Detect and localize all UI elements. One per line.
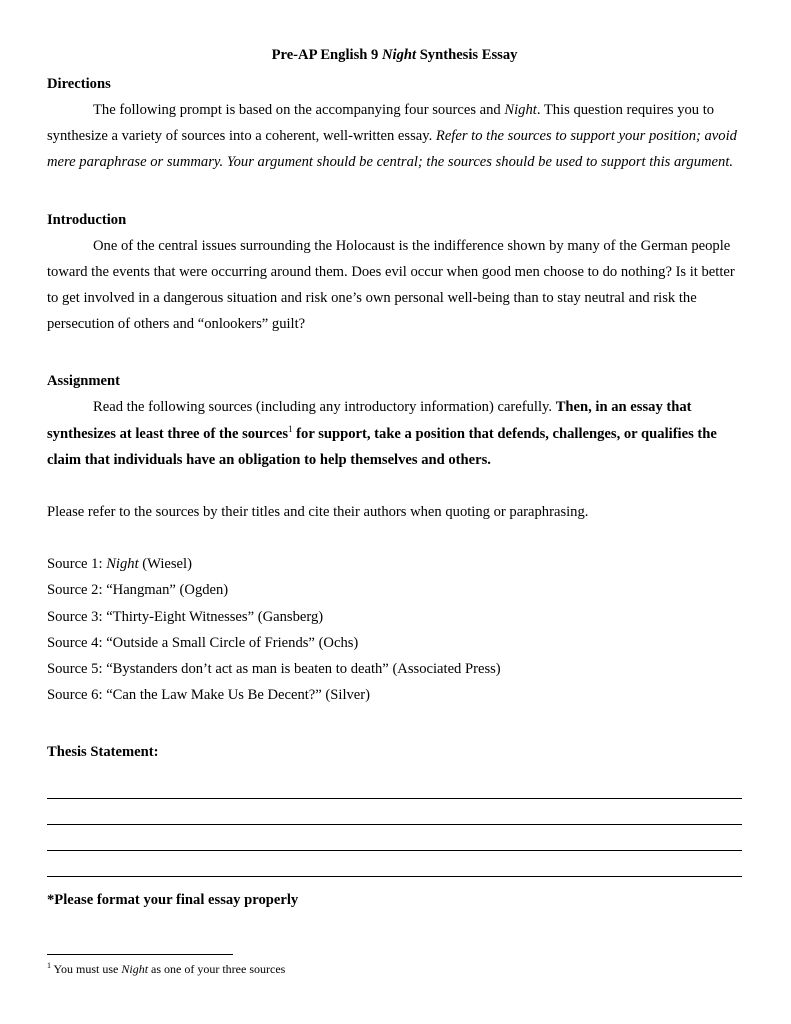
thesis-line[interactable] <box>47 851 742 877</box>
source-item: Source 1: Night (Wiesel) <box>47 556 192 573</box>
source-item: Source 4: “Outside a Small Circle of Friends” (Ochs) <box>47 634 359 651</box>
thesis-line[interactable] <box>47 799 742 825</box>
thesis-writing-area[interactable] <box>47 773 742 877</box>
footnote-reference: 1 <box>288 423 293 434</box>
assignment-heading: Assignment <box>47 373 120 390</box>
document-title: Pre-AP English 9 Night Synthesis Essay <box>271 47 518 63</box>
introduction-heading: Introduction <box>47 211 127 228</box>
assignment-paragraph: Read the following sources (including any introductory information) carefully. Then, in an essay that synthesizes at least three of the sources$^1$ for support, take a position that defends, challenges, or qualifies the claim that individuals have an obligation to help themselves and others. <box>47 399 717 468</box>
thesis-heading: Thesis Statement: <box>47 744 159 761</box>
source-list <box>47 551 742 708</box>
cite-instructions: Please refer to the sources by their titles and cite their authors when quoting or paraphrasing. <box>47 504 589 521</box>
document-page <box>47 45 742 913</box>
directions-paragraph: The following prompt is based on the accompanying four sources and Night. This question requires you to synthesize a variety of sources into a coherent, well-written essay. Refer to the sources to support your position; avoid mere paraphrase or summary. Your argument should be central; the sources should be used to support this argument. <box>47 102 737 171</box>
source-item: Source 3: “Thirty-Eight Witnesses” (Gansberg) <box>47 608 324 625</box>
source-item: Source 6: “Can the Law Make Us Be Decent?” (Silver) <box>47 687 370 704</box>
thesis-line[interactable] <box>47 773 742 799</box>
footnote-divider <box>47 954 233 955</box>
introduction-paragraph: One of the central issues surrounding the Holocaust is the indifference shown by many of the German people toward the events that were occurring around them. Does evil occur when good men choose to do nothing? Is it better to get involved in a dangerous situation and risk one’s own personal well-being than to stay neutral and risk the persecution of others and “onlookers” guilt? <box>47 237 735 333</box>
directions-heading: Directions <box>47 76 111 92</box>
format-note: *Please format your final essay properly <box>47 892 299 909</box>
footnote: $^1$ You must use Night as one of your three sources <box>47 961 286 976</box>
thesis-line[interactable] <box>47 825 742 851</box>
source-item: Source 5: “Bystanders don’t act as man is beaten to death” (Associated Press) <box>47 661 501 678</box>
source-item: Source 2: “Hangman” (Ogden) <box>47 582 229 599</box>
